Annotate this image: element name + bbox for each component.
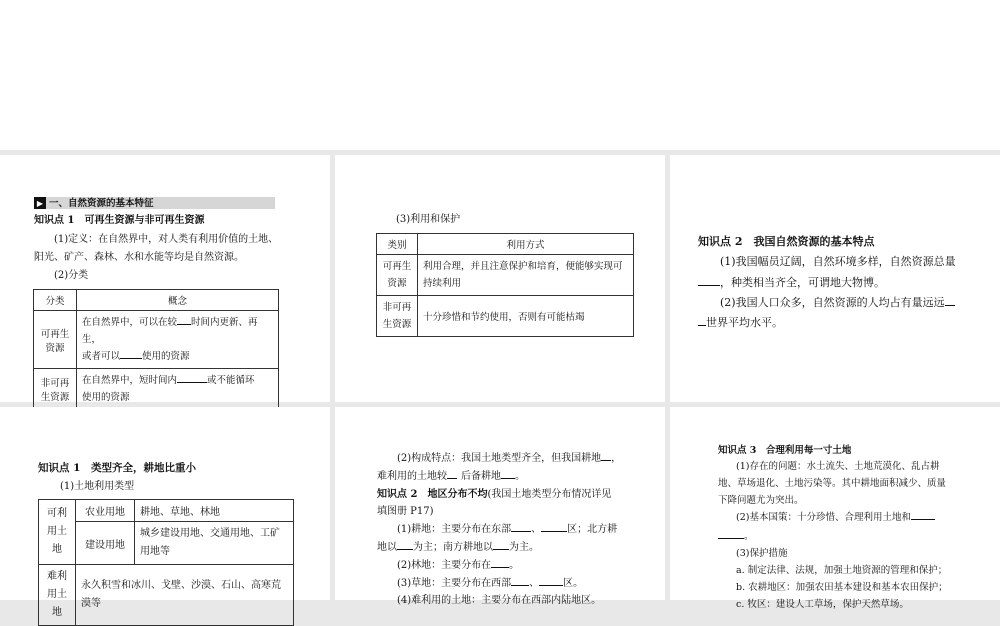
concept-text: 使用的资源	[142, 351, 190, 362]
problem-line-1: (1)存在的问题：水土流失、土地荒漠化、乱占耕	[736, 461, 940, 472]
section-title: 一、自然资源的基本特征	[49, 198, 154, 209]
table-header-row	[34, 290, 279, 311]
table-header-cell: 利用方式	[418, 234, 634, 255]
land-use-table	[38, 499, 294, 626]
subcategory-cell: 建设用地	[76, 522, 135, 565]
fill-blank[interactable]	[911, 509, 935, 520]
category-cell: 可利用土地	[39, 500, 76, 565]
method-cell: 十分珍惜和节约使用，否则有可能枯竭	[418, 296, 634, 337]
value-cell: 城乡建设用地、交通用地、工矿用地等	[135, 522, 294, 565]
fill-blank[interactable]	[718, 528, 744, 539]
policy-line	[736, 509, 935, 526]
feature-line-4	[698, 314, 783, 332]
concept-text: 或者可以	[82, 351, 121, 362]
value-cell: 耕地、草地、林地	[135, 500, 294, 522]
triangle-marker-icon: ▶	[34, 197, 46, 209]
table-header-cell: 概念	[77, 290, 279, 311]
policy-text: (2)基本国策：十分珍惜、合理利用土地和	[736, 512, 911, 523]
fill-blank[interactable]	[511, 521, 531, 532]
composition-text: 难利用的土地较	[377, 471, 447, 482]
category-cell: 非可再生资源	[34, 369, 77, 410]
concept-text: 使用的资源	[82, 392, 130, 403]
category-cell: 可再生资源	[377, 255, 418, 296]
fill-blank[interactable]	[698, 275, 720, 286]
concept-cell	[77, 369, 279, 410]
fill-blank[interactable]	[177, 372, 207, 383]
grassland-text: (3)草地：主要分布在西部	[397, 578, 512, 589]
concept-text: 在自然界中，短时间内	[82, 375, 178, 386]
forest-text: (2)林地：主要分布在	[397, 560, 492, 571]
category-cell: 可再生资源	[34, 311, 77, 369]
feature-text: 世界平均水平。	[706, 316, 783, 329]
fill-blank[interactable]	[120, 348, 142, 359]
farmland-text: 地以	[377, 542, 397, 553]
feature-line-1: (1)我国幅员辽阔，自然环境多样，自然资源总量	[720, 255, 956, 268]
feature-line-3	[720, 294, 955, 312]
use-protect-title: (3)利用和保护	[396, 214, 461, 225]
subcategory-cell: 农业用地	[76, 500, 135, 522]
measures-title: (3)保护措施	[736, 548, 788, 559]
concept-cell	[77, 311, 279, 369]
problem-line-3: 下降问题尤为突出。	[718, 495, 804, 506]
measure-c: c. 牧区：建设人工草场，保护天然草场。	[736, 599, 909, 610]
kp2-note: (我国土地类型分布情况详见	[487, 489, 612, 500]
fill-blank[interactable]	[511, 575, 529, 586]
kp1-title: 知识点 1 可再生资源与非可再生资源	[34, 215, 205, 226]
classification-table	[33, 289, 279, 410]
table-header-cell: 类别	[377, 234, 418, 255]
category-cell: 难利用土地	[39, 565, 76, 626]
kp2-title: 知识点 2 我国自然资源的基本特点	[698, 235, 875, 248]
definition-line-2: 阳光、矿产、森林、水和水能等均是自然资源。	[34, 252, 244, 263]
farmland-text: 为主。	[509, 542, 539, 553]
concept-text: 在自然界中，可以在较	[82, 317, 178, 328]
fill-blank[interactable]	[177, 314, 191, 325]
farmland-line-2	[377, 539, 539, 557]
feature-line-2	[698, 274, 885, 292]
kp2-note-line-2: 填图册 P17)	[377, 506, 434, 517]
grassland-text: 区。	[563, 578, 584, 589]
fill-blank[interactable]	[493, 539, 509, 550]
fill-blank[interactable]	[945, 295, 955, 306]
composition-text: 后备耕地	[461, 471, 501, 482]
table-header-cell: 分类	[34, 290, 77, 311]
blank-top-band	[0, 0, 1000, 150]
table-row	[39, 522, 294, 565]
fill-blank[interactable]	[539, 575, 563, 586]
fill-blank[interactable]	[447, 468, 457, 479]
grassland-line: (3)草地：主要分布在西部 、 区。	[397, 575, 583, 593]
composition-text: (2)构成特点：我国土地类型齐全，但我国耕地	[397, 453, 602, 464]
category-cell: 非可再生资源	[377, 296, 418, 337]
value-cell: 永久积雪和冰川、戈壁、沙漠、石山、高寒荒漠等	[76, 565, 294, 626]
classification-label: (2)分类	[54, 270, 89, 281]
kp2-distribution-line	[377, 486, 611, 504]
table-row	[34, 311, 279, 369]
feature-text: (2)我国人口众多，自然资源的人均占有量远远	[720, 296, 945, 309]
concept-text: 或不能循环	[207, 375, 255, 386]
table-row	[34, 369, 279, 410]
policy-line-2: 。	[718, 528, 754, 545]
section-header-bar	[34, 197, 275, 209]
concept-text: 时间内更新、再生，	[82, 317, 258, 345]
table-row	[39, 565, 294, 626]
farmland-text: 为主；南方耕地以	[413, 542, 493, 553]
table-row	[39, 500, 294, 522]
use-protect-table	[376, 233, 634, 337]
method-cell: 利用合理，并且注意保护和培育，便能够实现可持续利用	[418, 255, 634, 296]
measure-b: b. 农耕地区：加强农田基本建设和基本农田保护；	[736, 582, 948, 593]
land-use-subtitle: (1)土地利用类型	[60, 481, 135, 492]
table-row	[377, 296, 634, 337]
fill-blank[interactable]	[397, 539, 413, 550]
definition-line-1: (1)定义：在自然界中，对人类有利用价值的土地、	[54, 234, 279, 245]
composition-line-2: 难利用的土地较 后备耕地 。	[377, 468, 525, 486]
farmland-text: 区；北方耕	[567, 524, 618, 535]
fill-blank[interactable]	[491, 557, 509, 568]
kp2-distribution-title: 知识点 2 地区分布不均	[377, 489, 488, 500]
feature-text: ，种类相当齐全，可谓地大物博。	[720, 276, 885, 289]
fill-blank[interactable]	[698, 315, 706, 326]
farmland-text: (1)耕地：主要分布在东部	[397, 524, 512, 535]
fill-blank[interactable]	[501, 468, 515, 479]
problem-line-2: 地、草场退化、土地污染等。其中耕地面积减少、质量	[718, 478, 947, 489]
kp1-land-title: 知识点 1 类型齐全，耕地比重小	[38, 462, 196, 474]
forest-line: (2)林地：主要分布在 。	[397, 557, 519, 575]
measure-a: a. 制定法律、法规，加强土地资源的管理和保护；	[736, 565, 948, 576]
unusable-land-line: (4)难利用的土地：主要分布在西部内陆地区。	[397, 595, 602, 606]
fill-blank[interactable]	[601, 450, 611, 461]
composition-line-1: (2)构成特点：我国土地类型齐全，但我国耕地 ，	[397, 450, 621, 468]
table-row	[377, 255, 634, 296]
kp3-title: 知识点 3 合理利用每一寸土地	[718, 445, 852, 456]
table-header-row	[377, 234, 634, 255]
fill-blank[interactable]	[541, 521, 567, 532]
farmland-line-1: (1)耕地：主要分布在东部 、 区；北方耕	[397, 521, 617, 539]
